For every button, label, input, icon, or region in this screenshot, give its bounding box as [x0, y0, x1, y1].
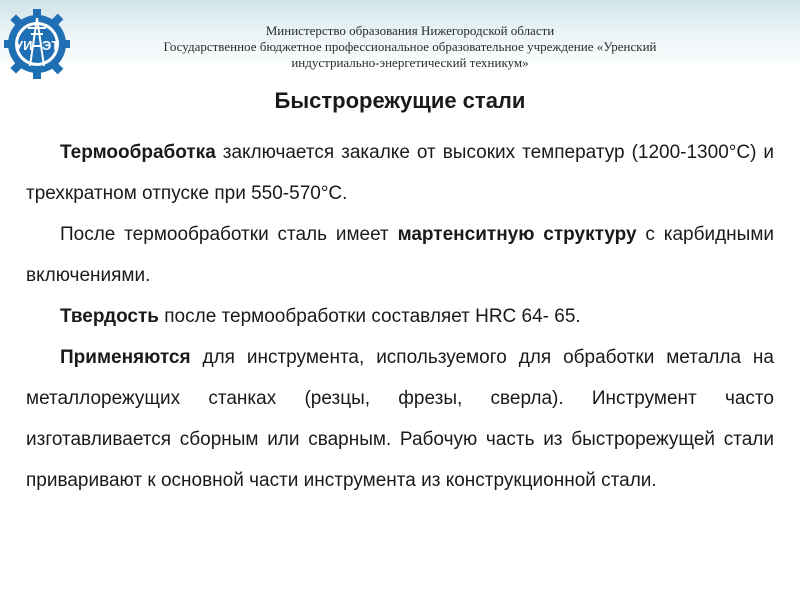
college-logo: [4, 4, 70, 84]
paragraph-heat-treatment: [26, 132, 774, 214]
gear-emblem-icon: [4, 4, 70, 84]
text-structure-before: После термообработки сталь имеет: [60, 224, 398, 245]
logo-left-text: УИ: [15, 38, 33, 53]
term-application: Применяются: [60, 347, 191, 368]
institution-header: [90, 23, 730, 71]
logo-right-text: ЭТ: [42, 38, 60, 53]
header-ministry: Министерство образования Нижегородской области: [265, 23, 555, 38]
text-structure-after: с карбидными включениями.: [26, 224, 775, 286]
header-institution: Государственное бюджетное профессиональное образовательное учреждение «Уренский: [163, 39, 657, 54]
slide-body: [26, 132, 774, 501]
text-heat-treatment: заключается закалке от высоких температур (1200-1300°С) и трехкратном отпуске при 550-570°С.: [26, 142, 774, 204]
text-hardness: после термообработки составляет HRC 64- 65.: [158, 306, 581, 327]
paragraph-hardness: [26, 296, 774, 337]
paragraph-application: [26, 337, 774, 501]
term-heat-treatment: Термообработка: [60, 142, 216, 163]
term-martensite: мартенситную структуру: [397, 224, 637, 245]
header-institution-cont: индустриально-энергетический техникум»: [291, 55, 529, 70]
text-application: для инструмента, используемого для обработки металла на металлорежущих станках (резцы, фрезы, сверла). Инструмент часто изготавливается сборным или сварным. Рабочую часть из быстрорежущей стали приваривают к основной части инструмента из конструкционной стали.: [26, 347, 774, 491]
slide-title: Быстрорежущие стали: [274, 88, 526, 113]
term-hardness: Твердость: [60, 306, 159, 327]
paragraph-structure: [26, 214, 774, 296]
